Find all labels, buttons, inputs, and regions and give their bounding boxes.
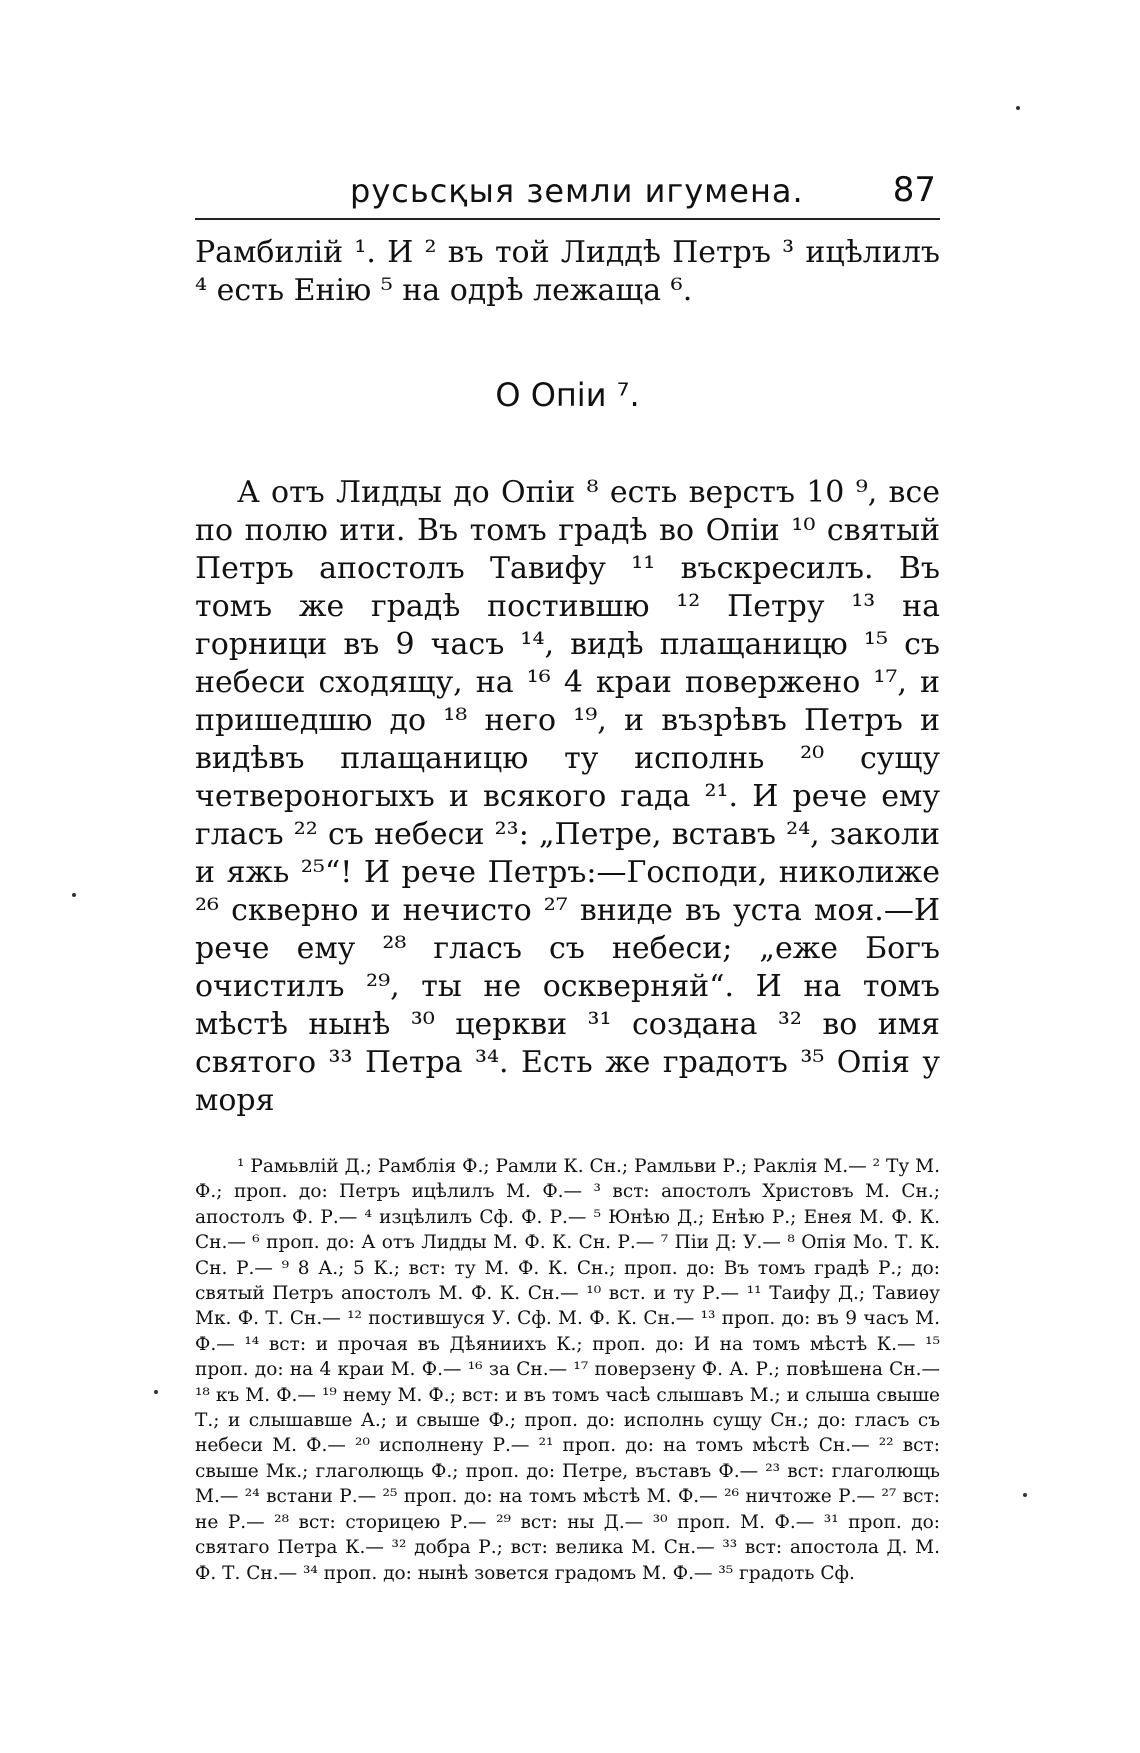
running-head	[195, 160, 940, 220]
scan-speck	[1023, 1493, 1027, 1497]
page-number: 87	[892, 170, 936, 210]
scan-speck	[72, 893, 76, 897]
paragraph-2: А отъ Лидды до Опіи ⁸ есть верстъ 10 ⁹, все по полю ити. Въ томъ градѣ во Опіи ¹⁰ святый Петръ апостолъ Тавифу ¹¹ въскресилъ. Въ томъ же градѣ постившю ¹² Петру ¹³ на горници въ 9 часъ ¹⁴, видѣ плащаницю ¹⁵ съ небеси сходящу, на ¹⁶ 4 краи повержено ¹⁷, и пришедшю до ¹⁸ него ¹⁹, и възрѣвъ Петръ и видѣвъ плащаницю ту исполнь ²⁰ сущу четвероногыхъ и всякого гада ²¹. И рече ему гласъ ²² съ небеси ²³: „Петре, вставъ ²⁴, заколи и яжь ²⁵“! И рече Петръ:—Господи, николиже ²⁶ скверно и нечисто ²⁷ вниде въ уста моя.—И рече ему ²⁸ гласъ съ небеси; „еже Богъ очистилъ ²⁹, ты не оскверняй“. И на томъ мѣстѣ нынѣ ³⁰ церкви ³¹ создана ³² во имя святого ³³ Петра ³⁴. Есть же градотъ ³⁵ Опія у моря	[195, 475, 940, 1118]
book-page	[195, 160, 940, 1586]
footnotes-text: ¹ Рамьвлій Д.; Рамблія Ф.; Рамли К. Сн.; Рамльви Р.; Раклія М.— ² Ту М. Ф.; проп. до: Петръ ицѣлилъ М. Ф.— ³ вст: апостолъ Христовъ М. Сн.; апостолъ Ф. Р.— ⁴ изцѣлилъ Сф. Ф. Р.— ⁵ Юнѣю Д.; Енѣю Р.; Енея М. Ф. К. Сн.— ⁶ проп. до: А отъ Лидды М. Ф. К. Сн. Р.— ⁷ Піи Д: У.— ⁸ Опія Мо. Т. К. Сн. Р.— ⁹ 8 А.; 5 К.; вст: ту М. Ф. К. Сн.; проп. до: Въ томъ градѣ Р.; до: святый Петръ апостолъ М. Ф. К. Сн.— ¹⁰ вст. и ту Р.— ¹¹ Таифу Д.; Тавиѳу Мк. Ф. Т. Сн.— ¹² постившуся У. Сф. М. Ф. К. Сн.— ¹³ проп. до: въ 9 часъ М. Ф.— ¹⁴ вст: и прочая въ Дѣяниихъ К.; проп. до: И на томъ мѣстѣ К.— ¹⁵ проп. до: на 4 краи М. Ф.— ¹⁶ за Сн.— ¹⁷ поверзену Ф. А. Р.; повѣшена Сн.— ¹⁸ къ М. Ф.— ¹⁹ нему М. Ф.; вст: и въ томъ часѣ слышавъ М.; и слыша свыше Т.; и слышавше А.; и свыше Ф.; проп. до: исполнь сущу Сн.; до: гласъ съ небеси М. Ф.— ²⁰ исполнену Р.— ²¹ проп. до: на томъ мѣстѣ Сн.— ²² вст: свыше Мк.; глаголющь Ф.; проп. до: Петре, въставъ Ф.— ²³ вст: глаголющь М.— ²⁴ встани Р.— ²⁵ проп. до: на томъ мѣстѣ М. Ф.— ²⁶ ничтоже Р.— ²⁷ вст: не Р.— ²⁸ вст: сторицею Р.— ²⁹ вст: ны Д.— ³⁰ проп. М. Ф.— ³¹ проп. до: святаго Петра К.— ³² добра Р.; вст: велика М. Сн.— ³³ вст: апостола Д. М. Ф. Т. Сн.— ³⁴ проп. до: нынѣ зовется градомъ М. Ф.— ³⁵ градоть Сф.	[195, 1156, 940, 1584]
footnotes	[195, 1154, 940, 1586]
scan-speck	[154, 1390, 158, 1394]
running-title: русьсқыя земли игумена.	[350, 172, 804, 210]
paragraph-1: Рамбилій ¹. И ² въ той Лиддѣ Петръ ³ ицѣлилъ ⁴ есть Енію ⁵ на одрѣ лежаща ⁶.	[195, 235, 940, 308]
scan-speck	[1016, 106, 1020, 110]
section-title: О Опіи ⁷.	[495, 376, 640, 414]
